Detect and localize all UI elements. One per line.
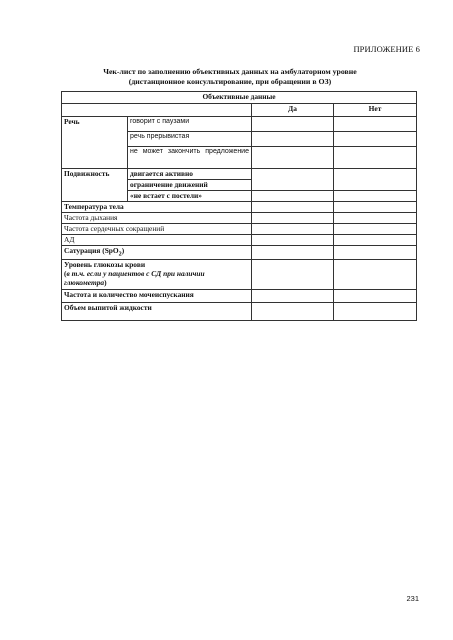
glucose-yes-cell[interactable] — [252, 260, 334, 290]
saturation-no-cell[interactable] — [334, 246, 417, 260]
column-header-row — [62, 104, 417, 117]
heart-rate-no-cell[interactable] — [334, 224, 417, 235]
temperature-no-cell[interactable] — [334, 202, 417, 213]
mobility-label: Подвижность — [62, 169, 128, 202]
appendix-label: ПРИЛОЖЕНИЕ 6 — [353, 44, 420, 54]
mobility-option: «не встает с постели» — [128, 191, 252, 202]
urination-label: Частота и количество мочеиспускания — [62, 290, 252, 303]
saturation-text: Сатурация (SpO — [64, 246, 119, 255]
mobility-option: ограничение движений — [128, 180, 252, 191]
mobility-no-cell[interactable] — [334, 191, 417, 202]
fluid-row — [62, 303, 417, 321]
speech-yes-cell[interactable] — [252, 147, 334, 169]
saturation-label — [62, 246, 252, 260]
temperature-label: Температура тела — [62, 202, 252, 213]
mobility-option: двигается активно — [128, 169, 252, 180]
bp-label: АД — [62, 235, 252, 246]
column-yes: Да — [252, 104, 334, 117]
speech-row-1 — [62, 117, 417, 132]
mobility-row-1 — [62, 169, 417, 180]
page-number: 231 — [406, 594, 419, 603]
document-title — [55, 67, 405, 87]
glucose-note-open: ( — [64, 269, 67, 279]
urination-yes-cell[interactable] — [252, 290, 334, 303]
heart-rate-label: Частота сердечных сокращений — [62, 224, 252, 235]
fluid-label: Объем выпитой жидкости — [62, 303, 252, 321]
saturation-yes-cell[interactable] — [252, 246, 334, 260]
resp-rate-row — [62, 213, 417, 224]
glucose-row — [62, 260, 417, 290]
glucose-note — [64, 269, 249, 287]
fluid-yes-cell[interactable] — [252, 303, 334, 321]
heart-rate-row — [62, 224, 417, 235]
column-no: Нет — [334, 104, 417, 117]
section-header: Объективные данные — [62, 92, 417, 104]
glucose-note-text: в т.ч. если у пациентов с СД при наличии глюкометра — [64, 269, 205, 288]
speech-yes-cell[interactable] — [252, 132, 334, 147]
fluid-no-cell[interactable] — [334, 303, 417, 321]
section-header-row — [62, 92, 417, 104]
bp-no-cell[interactable] — [334, 235, 417, 246]
bp-row — [62, 235, 417, 246]
urination-row — [62, 290, 417, 303]
mobility-no-cell[interactable] — [334, 169, 417, 191]
speech-no-cell[interactable] — [334, 117, 417, 132]
saturation-row — [62, 246, 417, 260]
glucose-label — [62, 260, 252, 290]
mobility-yes-cell[interactable] — [252, 169, 334, 191]
bp-yes-cell[interactable] — [252, 235, 334, 246]
speech-no-cell[interactable] — [334, 132, 417, 147]
speech-yes-cell[interactable] — [252, 117, 334, 132]
title-line-2: (дистанционное консультирование, при обращении в ОЗ) — [128, 77, 332, 86]
glucose-no-cell[interactable] — [334, 260, 417, 290]
heart-rate-yes-cell[interactable] — [252, 224, 334, 235]
speech-label: Речь — [62, 117, 128, 169]
empty-header-cell — [62, 104, 252, 117]
saturation-subscript: 2 — [118, 251, 122, 258]
speech-option: говорит с паузами — [128, 117, 252, 132]
speech-no-cell[interactable] — [334, 147, 417, 169]
temperature-row — [62, 202, 417, 213]
resp-rate-label: Частота дыхания — [62, 213, 252, 224]
speech-option: не может закончить предложение — [128, 147, 252, 169]
urination-no-cell[interactable] — [334, 290, 417, 303]
speech-option: речь прерывистая — [128, 132, 252, 147]
glucose-note-close: ) — [104, 278, 107, 288]
title-line-1: Чек-лист по заполнению объективных данных на амбулаторном уровне — [103, 67, 357, 76]
resp-rate-yes-cell[interactable] — [252, 213, 334, 224]
mobility-yes-cell[interactable] — [252, 191, 334, 202]
temperature-yes-cell[interactable] — [252, 202, 334, 213]
checklist-table — [61, 91, 417, 321]
resp-rate-no-cell[interactable] — [334, 213, 417, 224]
saturation-text-end: ) — [121, 246, 125, 255]
glucose-title: Уровень глюкозы крови — [64, 260, 146, 270]
